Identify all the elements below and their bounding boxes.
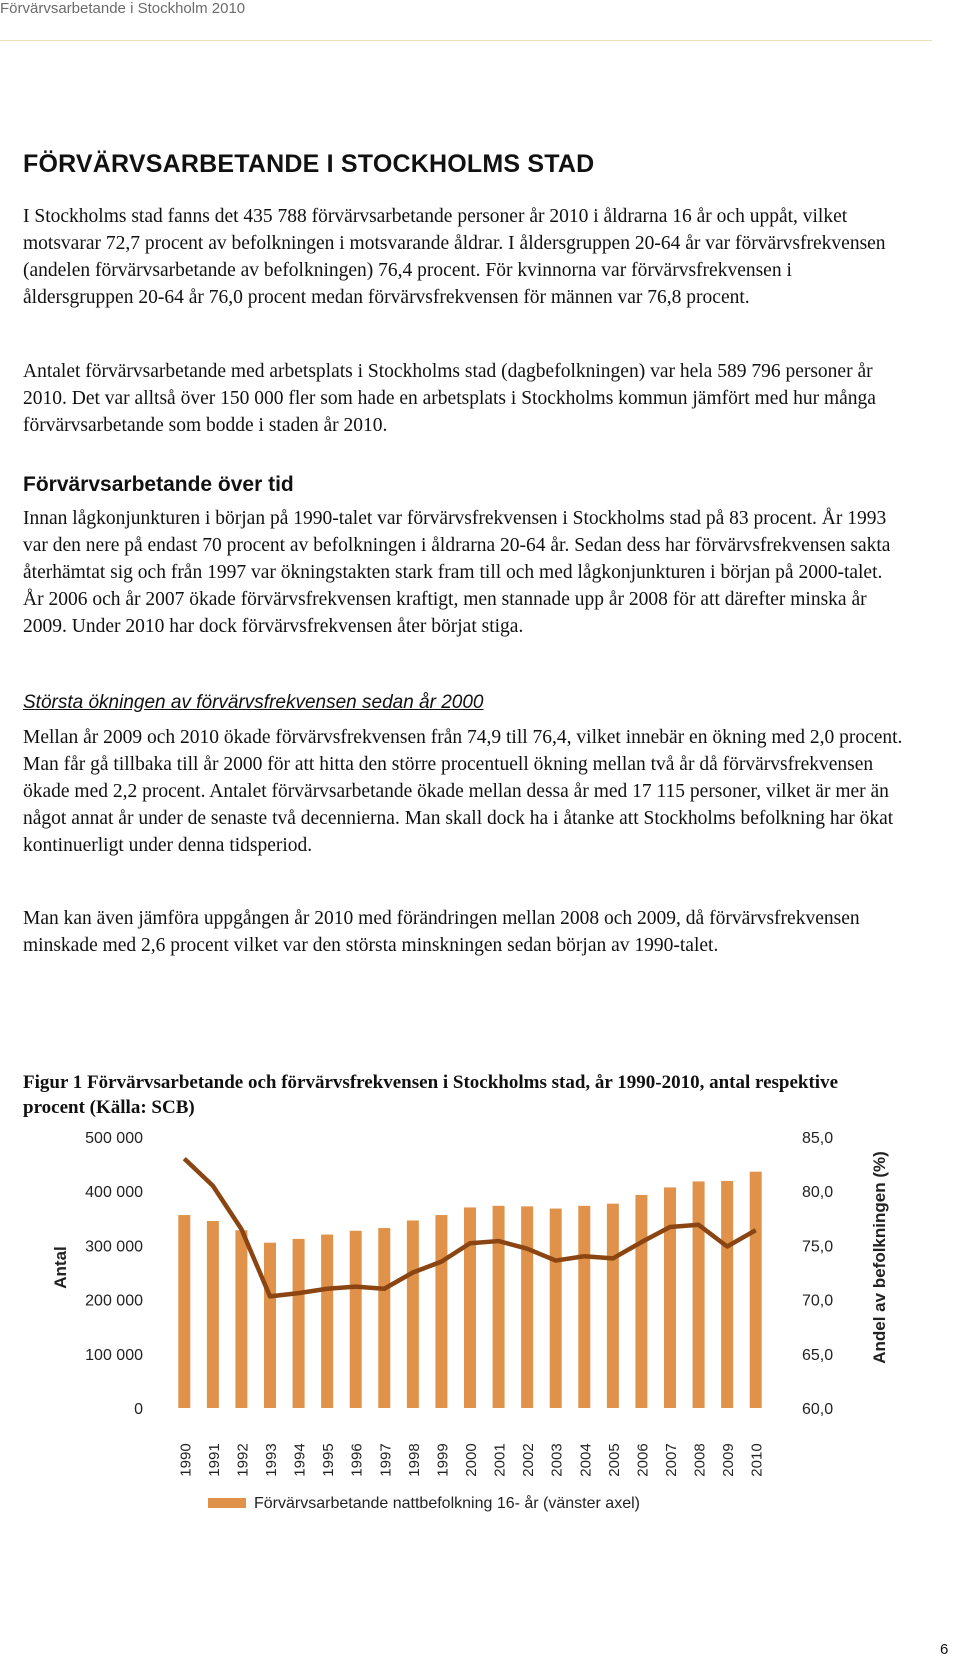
paragraph-largest-increase: Mellan år 2009 och 2010 ökade förvärvsfrekvensen från 74,9 till 76,4, vilket innebär en ökning med 2,0 procent. Man får gå tillbaka till år 2000 för att hitta den större procentuell ökning mellan två år då förvärvsfrekvensen ökade med 2,2 procent. Antalet förvärvsarbetande ökade mellan dessa år med 17 115 personer, vilket är mer än något annat år under de senaste två decennierna. Man skall dock ha i åtanke att Stockholms befolkning har ökat kontinuerligt under denna tidsperiod. — [23, 727, 903, 856]
x-tick-label: 1996 — [348, 1443, 366, 1477]
bar — [550, 1209, 562, 1408]
y-right-tick-label: 85,0 — [802, 1130, 834, 1147]
x-tick-label: 2010 — [748, 1443, 766, 1477]
paragraph-day-population: Antalet förvärvsarbetande med arbetsplats i Stockholms stad (dagbefolkningen) var hela 589 796 personer år 2010. Det var alltså över 150 000 fler som hade en arbetsplats i Stockholms kommun jämfört med hur många förvärvsarbetande som bodde i staden år 2010. — [23, 361, 876, 436]
bar — [378, 1228, 390, 1408]
x-tick-label: 2006 — [634, 1443, 652, 1477]
x-tick-label: 2002 — [520, 1443, 538, 1477]
x-tick-label: 2009 — [720, 1443, 738, 1477]
legend-swatch — [208, 1498, 246, 1508]
x-tick-label: 2007 — [663, 1443, 680, 1477]
x-tick-label: 1995 — [320, 1443, 338, 1477]
y-left-tick-label: 300 000 — [85, 1238, 143, 1256]
paragraph-over-time: Innan lågkonjunkturen i början på 1990-talet var förvärvsfrekvensen i Stockholms stad på 83 procent. År 1993 var den nere på endast 70 procent av befolkningen i åldrarna 20-64 år. Sedan dess har förvärvsfrekvensen sakta återhämtat sig och från 1997 var ökningstakten stark fram till och med lågkonjunkturen i början på 2000-talet. År 2006 och år 2007 ökade förvärvsfrekvensen kraftigt, men stannade upp år 2008 för att därefter minska år 2009. Under 2010 har dock förvärvsfrekvensen åter börjat stiga. — [23, 508, 891, 637]
bar — [693, 1181, 705, 1408]
bar — [493, 1206, 505, 1408]
y-left-tick-label: 100 000 — [85, 1346, 143, 1364]
y-left-tick-label: 500 000 — [85, 1130, 143, 1147]
y-left-axis-title: Antal — [51, 1246, 70, 1289]
x-tick-label: 1994 — [291, 1443, 309, 1477]
x-tick-label: 1992 — [234, 1443, 252, 1477]
bar — [607, 1204, 619, 1408]
bar — [321, 1235, 333, 1408]
x-tick-label: 1990 — [177, 1443, 195, 1477]
bar — [407, 1220, 419, 1408]
paragraph-comparison: Man kan även jämföra uppgången år 2010 med förändringen mellan 2008 och 2009, då förvärvsfrekvensen minskade med 2,6 procent vilket var den största minskningen sedan början av 1990-talet. — [23, 908, 860, 956]
bar — [721, 1181, 733, 1408]
page-title: FÖRVÄRVSARBETANDE I STOCKHOLMS STAD — [23, 150, 595, 178]
bar — [264, 1243, 276, 1408]
employment-chart — [0, 1120, 960, 1540]
bar — [635, 1195, 647, 1408]
running-header — [0, 0, 932, 41]
bar — [435, 1215, 447, 1408]
y-left-tick-label: 0 — [134, 1401, 143, 1418]
bar — [664, 1187, 676, 1408]
bar — [293, 1239, 305, 1408]
subsection-heading: Största ökningen av förvärvsfrekvensen sedan år 2000 — [23, 692, 484, 713]
bar — [178, 1215, 190, 1408]
paragraph-intro: I Stockholms stad fanns det 435 788 förvärvsarbetande personer år 2010 i åldrarna 16 år och uppåt, vilket motsvarar 72,7 procent av befolkningen i motsvarande åldrar. I åldersgruppen 20-64 år var förvärvsfrekvensen (andelen förvärvsarbetande av befolkningen) 76,4 procent. För kvinnorna var förvärvsfrekvensen i åldersgruppen 20-64 år 76,0 procent medan förvärvsfrekvensen för männen var 76,8 procent. — [23, 206, 886, 308]
section-heading: Förvärvsarbetande över tid — [23, 473, 294, 496]
x-tick-label: 2003 — [548, 1443, 566, 1477]
x-tick-label: 1991 — [205, 1443, 223, 1477]
y-right-tick-label: 70,0 — [802, 1292, 834, 1310]
legend-label: Förvärvsarbetande nattbefolkning 16- år (vänster axel) — [254, 1495, 640, 1512]
running-title: Förvärvsarbetande i Stockholm 2010 — [0, 0, 246, 17]
y-right-tick-label: 75,0 — [802, 1238, 834, 1256]
y-right-tick-label: 65,0 — [802, 1346, 834, 1364]
bar — [750, 1172, 762, 1408]
bar — [350, 1231, 362, 1408]
y-left-tick-label: 200 000 — [85, 1292, 143, 1310]
x-tick-label: 2008 — [691, 1443, 709, 1477]
x-tick-label: 2004 — [577, 1443, 595, 1477]
x-tick-label: 1997 — [377, 1443, 395, 1477]
figure-caption: Figur 1 Förvärvsarbetande och förvärvsfrekvensen i Stockholms stad, år 1990-2010, antal respektive procent (Källa: SCB) — [23, 1072, 839, 1118]
x-tick-label: 1999 — [434, 1443, 452, 1477]
x-tick-label: 2000 — [463, 1443, 480, 1477]
bar — [521, 1206, 533, 1408]
x-tick-label: 1993 — [263, 1443, 280, 1477]
x-tick-label: 1998 — [405, 1443, 423, 1477]
bar — [235, 1230, 247, 1408]
bar — [578, 1206, 590, 1408]
bar — [464, 1207, 476, 1408]
bar — [207, 1221, 219, 1408]
y-right-axis-title: Andel av befolkningen (%) — [870, 1151, 889, 1364]
page-number: 6 — [940, 1641, 949, 1658]
y-right-tick-label: 60,0 — [802, 1401, 834, 1418]
y-left-tick-label: 400 000 — [85, 1184, 143, 1202]
y-right-tick-label: 80,0 — [802, 1184, 834, 1202]
x-tick-label: 2005 — [605, 1443, 623, 1477]
x-tick-label: 2001 — [491, 1443, 509, 1477]
